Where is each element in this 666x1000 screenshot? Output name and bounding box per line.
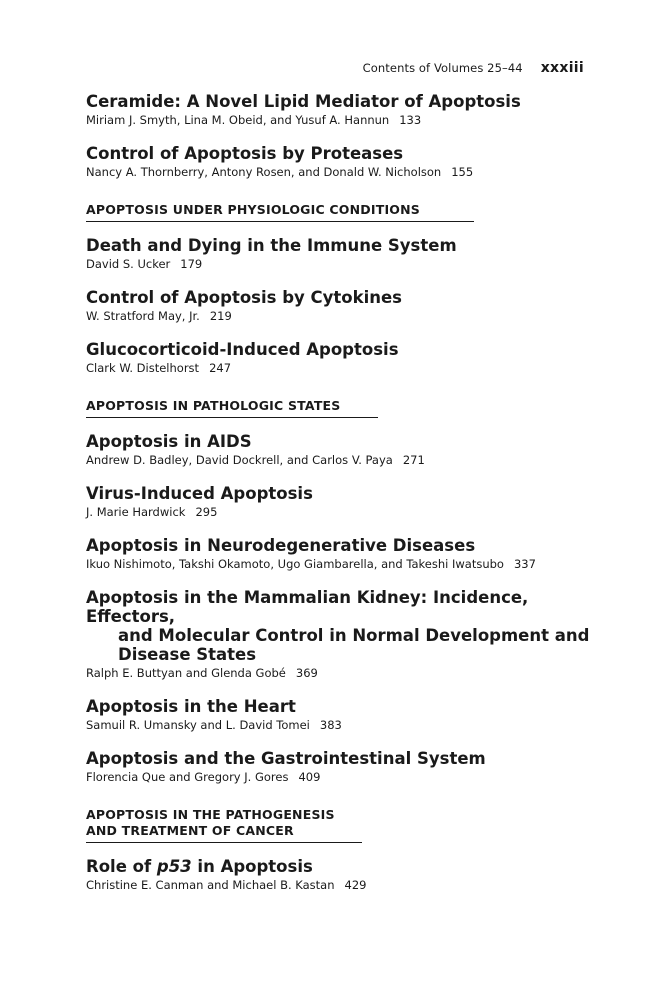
chapter-title-line: and Molecular Control in Normal Development and [118,626,590,645]
chapter-authors [86,361,596,376]
author-names: W. Stratford May, Jr. [86,309,200,323]
chapter-title: Virus-Induced Apoptosis [86,484,313,503]
chapter-page: 295 [195,505,218,519]
chapter-title-line: Apoptosis in the Mammalian Kidney: Incidence, Effectors, [86,588,529,626]
chapter-title [86,857,596,876]
chapter-authors [86,878,596,893]
toc-entry [86,236,596,272]
section-heading-line: APOPTOSIS IN THE PATHOGENESIS [86,807,335,822]
chapter-authors [86,257,596,272]
chapter-authors [86,113,596,128]
chapter-page: 337 [513,557,536,571]
chapter-title-prefix: Role of [86,857,157,876]
chapter-title: Glucocorticoid-Induced Apoptosis [86,340,399,359]
section-heading: APOPTOSIS UNDER PHYSIOLOGIC CONDITIONS [86,202,474,222]
chapter-title: Apoptosis in AIDS [86,432,252,451]
toc-entry [86,144,596,180]
page-number: xxxiii [540,60,584,76]
author-names: Andrew D. Badley, David Dockrell, and Carlos V. Paya [86,453,393,467]
chapter-authors [86,557,596,572]
chapter-authors [86,453,596,468]
author-names: Ralph E. Buttyan and Glenda Gobé [86,666,286,680]
chapter-title: Control of Apoptosis by Proteases [86,144,404,163]
chapter-title: Apoptosis in the Heart [86,697,296,716]
chapter-page: 133 [399,113,422,127]
author-names: Christine E. Canman and Michael B. Kastan [86,878,335,892]
author-names: Florencia Que and Gregory J. Gores [86,770,289,784]
chapter-authors [86,666,596,681]
author-names: Miriam J. Smyth, Lina M. Obeid, and Yusuf A. Hannun [86,113,390,127]
chapter-page: 383 [319,718,342,732]
chapter-title-line: Disease States [118,645,257,664]
running-head-title: Contents of Volumes 25–44 [362,61,523,75]
chapter-authors [86,165,596,180]
section-heading: APOPTOSIS IN PATHOLOGIC STATES [86,398,378,418]
chapter-page: 409 [298,770,321,784]
chapter-title: Control of Apoptosis by Cytokines [86,288,402,307]
chapter-authors [86,770,596,785]
chapter-page: 429 [344,878,367,892]
author-names: Samuil R. Umansky and L. David Tomei [86,718,310,732]
author-names: Nancy A. Thornberry, Antony Rosen, and Donald W. Nicholson [86,165,442,179]
author-names: Ikuo Nishimoto, Takshi Okamoto, Ugo Giambarella, and Takeshi Iwatsubo [86,557,504,571]
toc-entry [86,857,596,893]
toc-entry [86,92,596,128]
chapter-title: Apoptosis and the Gastrointestinal System [86,749,486,768]
running-head [363,60,584,76]
chapter-page: 219 [209,309,232,323]
toc-entry [86,697,596,733]
chapter-page: 155 [451,165,474,179]
section-heading [86,807,362,843]
chapter-page: 179 [180,257,203,271]
author-names: David S. Ucker [86,257,171,271]
section-heading-line: AND TREATMENT OF CANCER [86,823,294,838]
chapter-title: Apoptosis in Neurodegenerative Diseases [86,536,476,555]
chapter-page: 247 [209,361,232,375]
chapter-page: 369 [295,666,318,680]
chapter-title-gene: p53 [156,857,192,876]
chapter-title-suffix: in Apoptosis [191,857,313,876]
chapter-authors [86,718,596,733]
contents-list [86,92,596,909]
toc-entry [86,749,596,785]
author-names: Clark W. Distelhorst [86,361,200,375]
toc-entry [86,288,596,324]
chapter-title: Ceramide: A Novel Lipid Mediator of Apoptosis [86,92,521,111]
chapter-authors [86,505,596,520]
author-names: J. Marie Hardwick [86,505,186,519]
toc-entry [86,432,596,468]
toc-entry [86,588,596,681]
chapter-title [86,588,596,664]
chapter-authors [86,309,596,324]
chapter-title: Death and Dying in the Immune System [86,236,457,255]
toc-entry [86,536,596,572]
toc-entry [86,484,596,520]
chapter-page: 271 [402,453,425,467]
toc-entry [86,340,596,376]
